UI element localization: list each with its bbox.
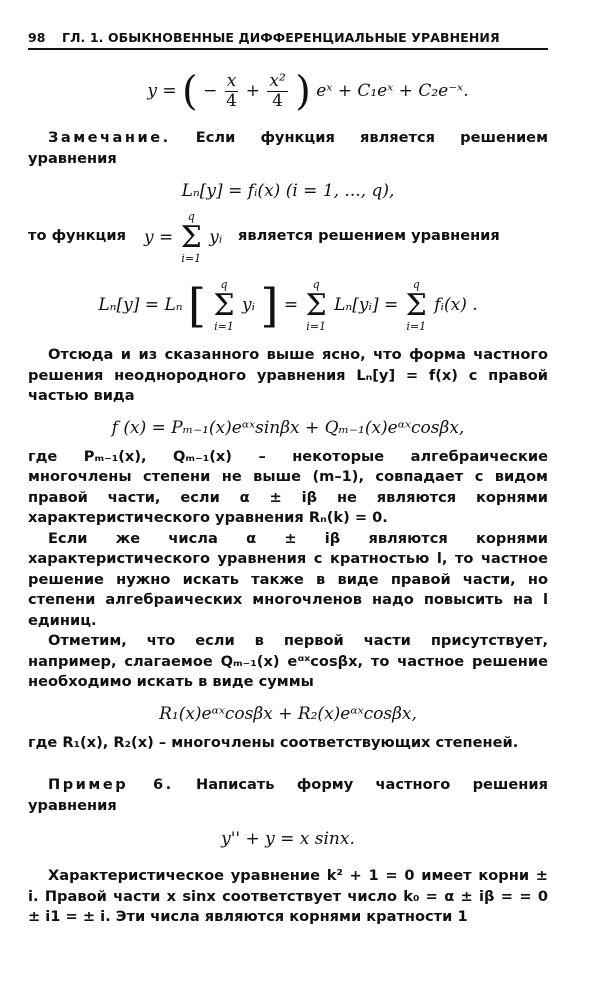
example-formula-text: y'' + y = x sinx. (221, 829, 355, 849)
page-number: 98 (28, 30, 46, 45)
example-text: Написать форму частного решения уравнения (28, 776, 548, 814)
page (28, 28, 548, 958)
example-label: Пример 6. (48, 776, 174, 793)
chapter-title: ГЛ. 1. ОБЫКНОВЕННЫЕ ДИФФЕРЕНЦИАЛЬНЫЕ УРАВНЕНИЯ (62, 30, 500, 45)
running-header (28, 28, 548, 50)
paragraph-characteristic-equation: Характеристическое уравнение k² + 1 = 0 имеет корни ± i. Правой части x sinx соответствует число k₀ = α ± iβ = = 0 ± i1 = ± i. Эти числа являются корнями кратности 1 (28, 867, 548, 925)
remark-paragraph (28, 128, 548, 169)
formula-example-equation (28, 824, 548, 854)
formula-sum-of-operators: Lₙ[y] = Lₙ [ q Σ i=1 yᵢ ] = q Σ i=1 Lₙ[yᵢ] = q Σ i=1 fᵢ(x) . (98, 277, 478, 333)
remark-text: Если функция является решением уравнения (28, 129, 548, 167)
remark-sum-line (28, 207, 548, 265)
formula1-lhs: y (147, 81, 157, 101)
sigma-second: q Σ i=1 (305, 277, 327, 333)
formula3-part-c: fᵢ(x) . (434, 295, 478, 315)
fraction-x2-over-4: $\frac{\text{x²}}{4}$ (269, 71, 286, 111)
then-text-after: является решением уравнения (238, 227, 500, 244)
formula4-text: f (x) = Pₘ₋₁(x)eᵅˣsinβx + Qₘ₋₁(x)eᵅˣcosβx, (111, 417, 465, 438)
formula3-part-a: Lₙ[y] = Lₙ (98, 295, 183, 315)
paragraph-multiplicity: Если же числа α ± iβ являются корнями характеристического уравнения с кратностью l, то частное решение нужно искать также в виде правой части, но степени алгебраических многочленов надо повысить на l единиц. (28, 529, 548, 629)
fraction-x-over-4: $\frac{x}{4}$ (226, 71, 237, 111)
formula1-tail: eˣ + C₁eˣ + C₂e⁻ˣ. (316, 81, 469, 101)
formula3-part-b: Lₙ[yᵢ] (334, 295, 379, 315)
sum-expression: y = q Σ i=1 yᵢ (144, 210, 223, 265)
sigma-third: q Σ i=1 (405, 277, 427, 333)
then-text-before: то функция (28, 227, 126, 244)
example-paragraph (28, 775, 548, 816)
paragraph-polynomials: где Pₘ₋₁(x), Qₘ₋₁(x) – некоторые алгебраические многочлены степени не выше (m–1), совпадает с видом правой части, если α ± iβ не являются корнями характеристического уравнения Rₙ(k) = 0. (28, 447, 548, 526)
remark-label: Замечание. (48, 129, 171, 146)
formula-operator-equation (28, 177, 548, 205)
formula5-text: R₁(x)eᵅˣcosβx + R₂(x)eᵅˣcosβx, (159, 703, 417, 724)
formula3-inner: yᵢ (242, 295, 256, 315)
formula-sum-of-polynomials (28, 699, 548, 729)
paragraph-particular-solution-form: Отсюда и из сказанного выше ясно, что форма частного решения неоднородного уравнения Lₙ[y] = f(x) с правой частью вида (28, 346, 548, 404)
sigma-inner: q Σ i=1 (213, 277, 235, 333)
formula2-text: Lₙ[y] = fᵢ(x) (i = 1, ..., q), (181, 181, 395, 201)
formula-general-solution: y = ( − $\frac{x}{4}$ + $\frac{\text{x²}}{4}$ ) eˣ + C₁eˣ + C₂e⁻ˣ. (147, 68, 469, 115)
paragraph-polynomials-degrees: где R₁(x), R₂(x) – многочлены соответствующих степеней. (28, 733, 519, 751)
sigma-symbol: q Σ i=1 (180, 210, 202, 265)
formula-right-hand-side (28, 413, 548, 443)
paragraph-sum-form: Отметим, что если в первой части присутствует, например, слагаемое Qₘ₋₁(x) eᵅˣcosβx, то частное решение необходимо искать в виде суммы (28, 632, 548, 690)
